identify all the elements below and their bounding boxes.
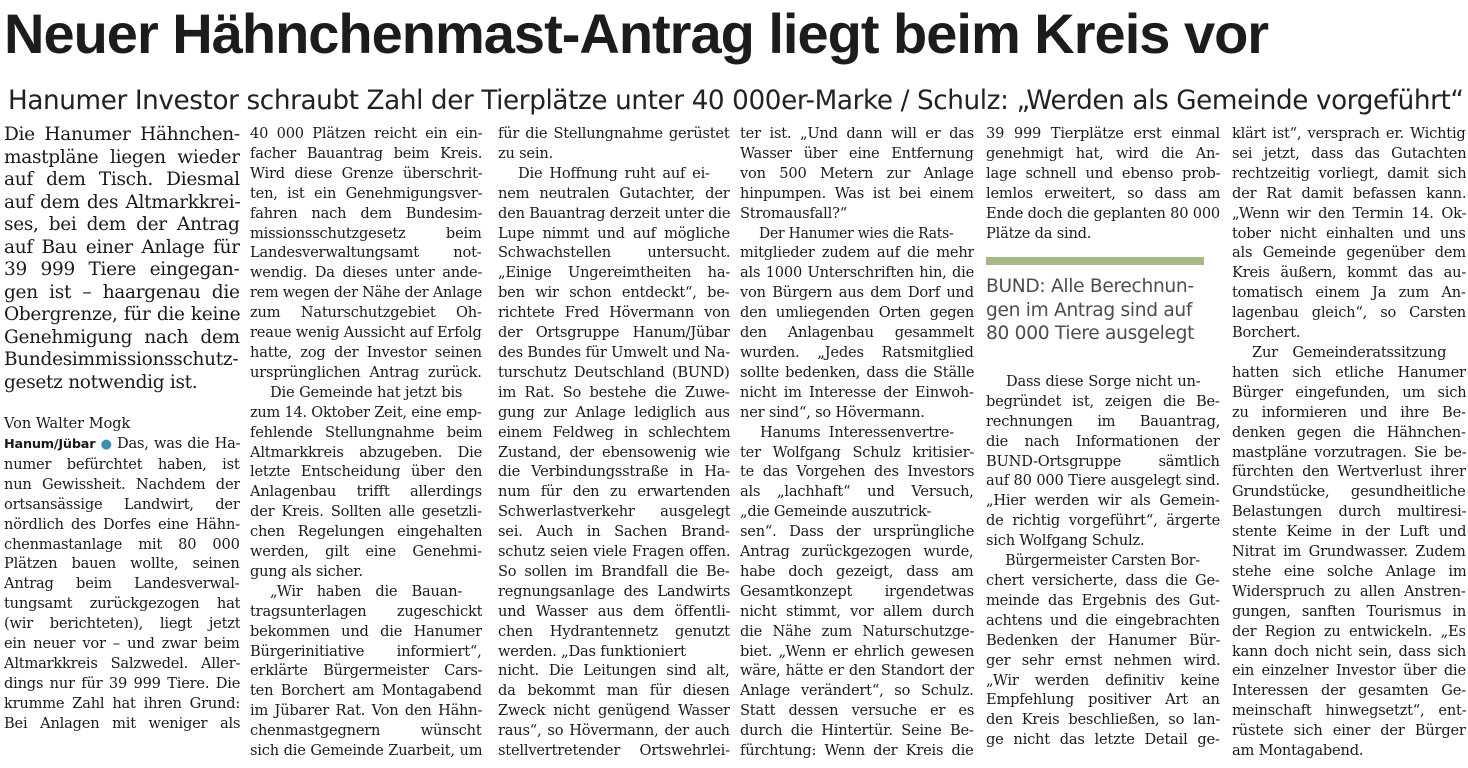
text-line: ter Wolfgang Schulz kritisier- [740,443,974,461]
text-line: nördlich des Dorfes eine Hähn- [4,515,240,533]
body-paragraph [1232,343,1466,761]
text-line: „die Gemeinde auszutrick- [740,503,932,521]
text-line: „Wenn wir den Termin 14. Ok- [1232,204,1466,222]
headline: Neuer Hähnchenmast-Antrag liegt beim Kreis vor [4,2,1269,65]
text-line: Die Hoffnung ruht auf ei- [518,164,710,182]
text-line: die Nähe zum Naturschutzge- [740,622,974,640]
body-paragraph [498,124,730,164]
text-line: (wir berichteten), liegt jetzt [4,615,240,633]
text-line: die nach Informationen der [986,432,1220,450]
text-line: chen Regelungen eingehalten [250,523,482,541]
text-line: Zustand, der ebensowenig wie [498,443,730,461]
text-line: auf dem Tisch. Diesmal [4,169,240,190]
body-paragraph [1232,124,1466,343]
text-line: Die Gemeinde hat jetzt bis [270,383,463,401]
article-column-4 [740,124,974,764]
text-line: Nitrat im Grundwasser. Zudem [1232,543,1466,561]
text-line: Hanums Interessenvertre- [760,423,954,441]
intertitle [986,275,1220,346]
text-line: Interessen der gesamten Ge- [1232,682,1466,700]
text-line: achtens und die eingebrachten [986,611,1220,629]
text-line: Plätzen bauen wollte, seinen [4,555,240,573]
text-line: hatte, zog der Investor seinen [250,343,482,361]
text-line: te das Vorgehen des Investors [740,463,974,481]
text-line: Empfehlung positiver Art an [986,691,1220,709]
text-line: Altmarkkreis abzugeben. Die [250,443,482,461]
text-line: chen Hydrantennetz genutzt [498,622,730,640]
text-line: Bedenken der Hanumer Bür- [986,631,1220,649]
intertitle-rule [986,257,1204,265]
text-line: „Wir werden definitiv keine [986,671,1220,689]
text-line: chenmastgegnern wünscht [250,722,482,740]
text-line: fahren nach dem Bundesim- [250,204,482,222]
text-line: begründet ist, zeigen die Be- [986,392,1220,410]
dateline-marker-icon: ● [100,437,112,452]
text-line: sich die Gemeinde Zuarbeit, um [250,742,482,760]
text-line: lage schnell und ebenso prob- [986,164,1220,182]
text-line: Statt dessen versuche er es [740,702,974,720]
text-line: einem Feldweg in schlechtem [498,423,730,441]
text-line: 39 999 Tierplätze erst einmal [986,125,1220,142]
text-line: gung als sicher. [250,562,363,580]
text-line: 80 000 Tiere ausgelegt [986,323,1195,345]
text-line: den Anlagenbau gesammelt [740,324,974,342]
text-line: kann doch nicht sein, dass sich [1232,642,1466,660]
text-line: den umliegenden Orten gegen [740,304,974,322]
text-line: rüstete sich einer der Bürger [1232,722,1466,740]
text-line: als „lachhaft“ und Versuch, [740,483,974,501]
text-line: auf Bau einer Anlage für [4,236,240,258]
text-line: nicht. Die Leitungen sind alt, [498,662,730,680]
text-line: Obergrenze, für die keine [4,304,240,325]
body-paragraph [250,124,482,383]
text-line: werden. „Das funktioniert [498,642,686,660]
text-line: BUND-Ortsgruppe sämtlich [986,452,1220,470]
text-line: den Kreis beschließen, so lan- [986,711,1220,729]
text-line: als 1000 Unterschriften hin, die [740,264,974,282]
text-line: nicht im Interesse der Einwoh- [740,383,974,401]
text-line: Schwachstellen untersucht. [498,244,730,262]
text-line: zum 14. Oktober Zeit, eine emp- [250,403,482,421]
text-line: ein einzelner Investor über die [1232,662,1466,680]
text-line: wendig. Da dieses unter ande- [250,264,482,282]
text-line: letzte Entscheidung über den [250,463,482,481]
text-line: von Bürgern aus dem Dorf und [740,284,974,302]
article-column-3 [498,124,730,764]
byline: Von Walter Mogk [4,416,131,432]
text-line: ger sehr ernst nehmen wird. [986,651,1220,669]
text-line: Anlage verändert“, so Schulz. [740,682,974,700]
article-column-5 [986,124,1220,764]
text-line: ge nicht das letzte Detail ge- [986,731,1220,749]
text-line: ner sind“, so Hövermann. [740,403,925,421]
text-line: am Montagabend. [1232,742,1364,760]
text-line: Bürgerinitiative informiert“, [250,642,482,660]
text-line: stehe eine solche Anlage im [1232,562,1466,580]
text-line: fürchtung: Wenn der Kreis die [740,742,974,760]
text-line: erklärte Bürgermeister Cars- [250,662,482,680]
text-line: stente Keime in der Luft und [1232,523,1466,541]
text-line: Anlagenbau trifft allerdings [250,483,482,501]
text-line: zu informieren und ihre Be- [1232,403,1466,421]
text-line: mitglieder zudem auf die mehr [740,244,974,262]
text-line: der Rat damit befassen kann. [1232,184,1466,202]
text-line: tragsunterlagen zugeschickt [250,602,482,620]
text-line: ben wir schon entdeckt“, be- [498,284,730,302]
text-line: Plätze da sind. [986,224,1092,242]
text-line: Zur Gemeinderatssitzung [1252,343,1447,361]
text-line: Borchert. [1232,324,1301,342]
article-column-2 [250,124,482,764]
text-line: durch die Hintertür. Seine Be- [740,722,974,740]
text-line: Lupe nimmt und auf mögliche [498,224,730,242]
text-line: Grundstücke, gesundheitliche [1232,483,1466,501]
text-line: Bürger eingefunden, um sich [1232,383,1466,401]
text-line: sich Wolfgang Schulz. [986,532,1145,550]
text-line: Genehmigung nach dem [4,326,240,348]
text-line: Bei Anlagen mit weniger als [4,714,240,732]
text-line: gesetz notwendig ist. [4,371,198,393]
body-paragraph [986,551,1220,750]
text-line: mastpläne vorzutragen. Sie be- [1232,443,1466,461]
text-line: habe doch gezeigt, dass am [740,562,974,580]
text-line: ein neuer vor – und zwar beim [4,635,240,653]
body-paragraph [250,383,482,582]
text-line: zu sein. [498,144,553,162]
text-line: ten, ist ein Genehmigungsver- [250,184,482,202]
text-line: Widerspruch zu allen Anstren- [1232,582,1466,600]
text-line: chenmastanlage mit 80 000 [4,535,240,553]
body-paragraph [986,372,1220,551]
text-line: Bürgermeister Carsten Bor- [1005,552,1200,570]
text-line: Bundesimmissionsschutz- [4,349,239,370]
text-line: ter ist. „Und dann will er das [740,125,974,142]
text-line: Der Hanumer wies die Rats- [759,224,954,242]
body-paragraph [986,124,1220,243]
text-line: tomatisch einem Ja zum An- [1232,284,1466,302]
text-line: Antrag beim Landesverwal- [4,575,240,593]
article-column-1 [4,124,240,764]
text-line: gen im Antrag sind auf [986,299,1193,321]
text-line: Die Hanumer Hähnchen- [4,124,240,145]
subheadline: Hanumer Investor schraubt Zahl der Tierplätze unter 40 000er-Marke / Schulz: „Werden als Gemeinde vorgeführt“ [8,85,1464,116]
text-line: richtete Fred Hövermann von [498,304,730,322]
text-line: Kreis äußern, kommt das au- [1232,264,1466,282]
text-line: wurden. „Jedes Ratsmitglied [740,343,974,361]
text-line: rem wegen der Nähe der Anlage [250,284,482,302]
text-line: ses, bei dem der Antrag [4,214,240,235]
text-line: Landesverwaltungsamt not- [250,244,482,262]
body-text-start: Das, was die Ha- [117,435,240,452]
body-paragraph [740,423,974,761]
text-line: Wasser über eine Entfernung [740,144,974,162]
text-line: auf 80 000 Tiere ausgelegt sind. [986,472,1220,490]
text-line: „Wir haben die Bauan- [270,582,463,600]
text-line: chert versicherte, dass die Ge- [986,572,1220,589]
text-line: Wird diese Grenze überschrit- [250,164,482,182]
text-line: dings nur für 39 999 Tiere. Die [4,674,240,692]
text-line: Antrag zurückgezogen wurde, [740,543,974,561]
text-line: und Wasser aus dem öffentli- [498,602,730,620]
text-line: schutz seien viele Fragen offen. [498,543,730,561]
text-line: Dass diese Sorge nicht un- [1006,372,1201,390]
text-line: des Bundes für Umwelt und Na- [498,343,730,361]
text-line: Zweck nicht genügend Wasser [498,702,730,720]
text-line: zum Naturschutzgebiet Oh- [250,304,482,322]
text-line: „Hier werden wir als Gemein- [986,492,1220,510]
text-line: BUND: Alle Berechnun- [986,276,1194,298]
text-line: sei. Auch in Sachen Brand- [498,523,730,541]
text-line: facher Bauantrag beim Kreis. [250,144,482,162]
text-line: sei jetzt, dass das Gutachten [1232,144,1466,162]
text-line: fehlende Stellungnahme beim [250,423,482,441]
text-line: gungen, sanften Tourismus in [1232,602,1466,620]
text-line: als Gemeinde gegenüber dem [1232,244,1466,262]
text-line: im Rat. So bestehe die Zuwe- [498,383,730,401]
text-line: hatten sich etliche Hanumer [1232,363,1466,381]
text-line: reaue wenig Aussicht auf Erfolg [250,324,482,342]
text-line: turschutz Deutschland (BUND) [498,363,730,381]
body-paragraph [250,582,482,761]
text-line: genehmigt hat, wird die An- [986,144,1220,162]
text-line: biet. „Wenn er ehrlich gewesen [740,642,974,660]
text-line: die Verbindungsstraße in Ha- [498,463,730,481]
text-line: missionsschutzgesetz beim [250,224,482,242]
text-line: der Kreis. Sollten alle gesetzli- [250,503,482,521]
text-line: Belastungen durch multiresi- [1232,503,1466,521]
text-line: für die Stellungnahme gerüstet [498,125,730,142]
text-line: von 500 Metern zur Anlage [740,164,974,182]
text-line: 40 000 Plätzen reicht ein ein- [250,125,482,142]
text-line: den Bauantrag derzeit unter die [498,204,730,222]
text-line: denken gegen die Hähnchen- [1232,423,1466,441]
body-paragraph [4,455,240,734]
text-line: numer befürchtet haben, ist [4,455,240,473]
text-line: nun Gewissheit. Nachdem der [4,475,240,493]
text-line: ortsansässige Landwirt, der [4,495,240,513]
text-line: nicht stimmt, vor allem durch [740,602,974,620]
text-line: de richtig vorgeführt“, ärgerte [986,512,1220,530]
text-line: ten Borchert am Montagabend [250,682,482,700]
text-line: wäre, hätte er den Standort der [740,662,974,680]
text-line: lagenbau gleich“, so Carsten [1232,304,1466,322]
text-line: der Ortsgruppe Hanum/Jübar [498,324,730,342]
text-line: 39 999 Tiere eingegan- [4,259,240,280]
text-line: der Region zu entwickeln. „Es [1232,622,1466,640]
dateline: Hanum/Jübar [4,437,96,452]
text-line: sollte bedenken, dass die Ställe [740,363,974,381]
article-column-6 [1232,124,1466,764]
text-line: da bekommt man für diesen [498,682,730,700]
body-paragraph [740,124,974,224]
text-line: mastpläne liegen wieder [4,146,240,168]
text-line: meinde das Ergebnis des Gut- [986,591,1220,609]
text-line: num für den zu erwartenden [498,483,730,501]
text-line: im Jübarer Rat. Von den Hähn- [250,702,482,720]
text-line: Stromausfall?“ [740,204,847,222]
text-line: Schwerlastverkehr ausgelegt [498,503,730,521]
text-line: ursprünglichen Antrag zurück. [250,363,482,381]
text-line: So sollen im Brandfall die Be- [498,562,730,580]
text-line: Altmarkkreis Salzwedel. Aller- [4,654,240,672]
text-line: fürchten den Wertverlust ihrer [1232,463,1466,481]
text-line: bekommen und die Hanumer [250,622,482,640]
text-line: hinpumpen. Was ist bei einem [740,184,974,202]
text-line: klärt ist“, versprach er. Wichtig [1232,125,1466,142]
text-line: gen ist – haargenau die [4,281,240,303]
text-line: raus“, so Hövermann, der auch [498,722,730,740]
text-line: stellvertretender Ortswehrlei- [498,742,730,760]
text-line: krumme Zahl hat ihren Grund: [4,694,240,712]
text-line: nem neutralen Gutachter, der [498,184,730,202]
text-line: regnungsanlage des Landwirts [498,582,730,600]
body-paragraph [498,164,730,761]
text-line: gung zur Anlage lediglich aus [498,403,730,421]
body-paragraph [740,224,974,423]
text-line: tober nicht einhalten und uns [1232,224,1466,242]
text-line: „Einige Ungereimtheiten ha- [498,264,730,282]
text-line: Ende doch die geplanten 80 000 [986,204,1220,222]
text-line: rechtzeitig vorliegt, damit sich [1232,164,1466,182]
text-line: lemlos erweitert, so dass am [986,184,1220,202]
intro-paragraph [4,124,240,394]
text-line: werden, gilt eine Genehmi- [250,543,482,561]
text-line: Gesamtkonzept irgendetwas [740,582,974,600]
text-line: auf dem des Altmarkkrei- [4,191,240,213]
text-line: tungsamt zurückgezogen hat [4,595,240,613]
text-line: meinschaft hinwegsetzt“, ent- [1232,702,1466,720]
text-line: sen“. Dass der ursprüngliche [740,523,974,541]
dateline-line [4,434,240,455]
text-line: rechnungen im Bauantrag, [986,412,1220,430]
